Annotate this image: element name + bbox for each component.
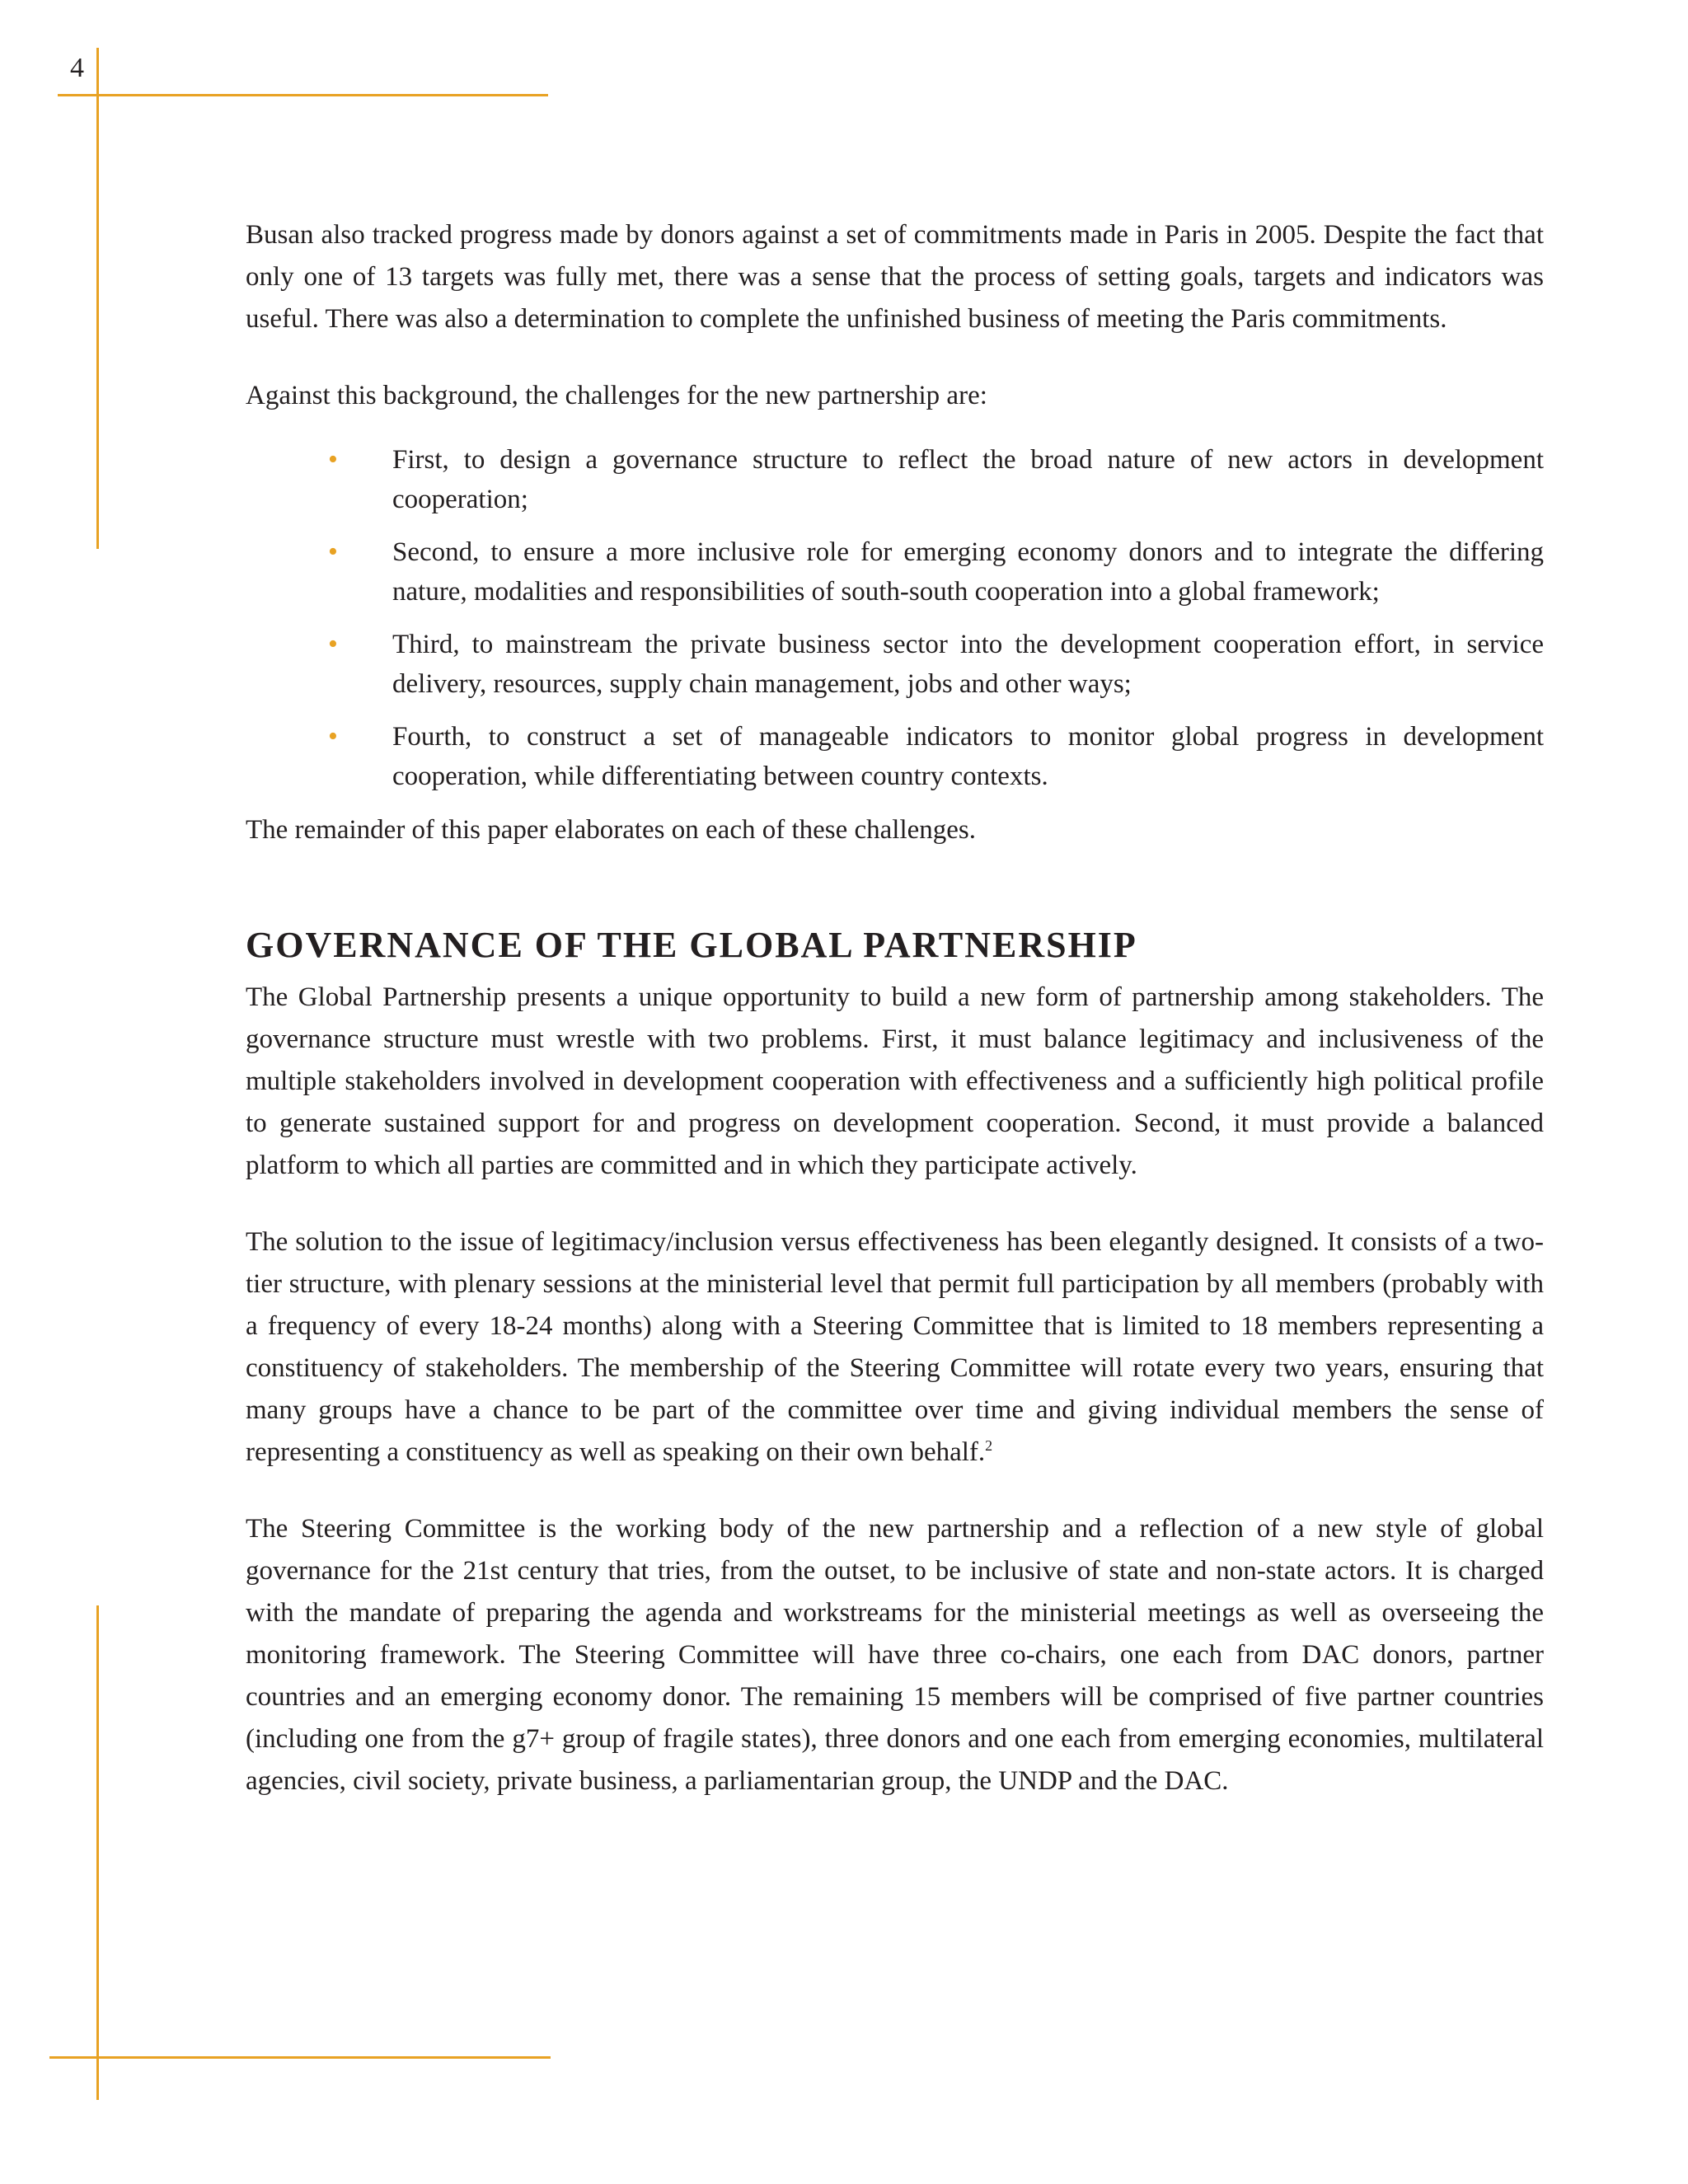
top-horizontal-rule (58, 94, 548, 96)
list-item (246, 532, 1544, 612)
page-number: 4 (70, 53, 84, 83)
list-item (246, 440, 1544, 519)
challenge-text: Third, to mainstream the private business sector into the development cooperation effort, in service delivery, resources, supply chain management, jobs and other ways; (392, 630, 1544, 699)
bullet-icon: • (328, 537, 338, 567)
challenge-text: Second, to ensure a more inclusive role for emerging economy donors and to integrate the differing nature, modalities and responsibilities of south-south cooperation into a global framework; (392, 537, 1544, 607)
paragraph-challenges-intro: Against this background, the challenges for the new partnership are: (246, 381, 987, 410)
section-heading: GOVERNANCE OF THE GLOBAL PARTNERSHIP (246, 925, 1137, 965)
bottom-horizontal-rule (49, 2056, 551, 2059)
bottom-vertical-rule (96, 1605, 99, 2100)
paragraph-two-tier-structure (246, 1221, 1544, 1474)
list-item (246, 717, 1544, 796)
bullet-icon: • (328, 721, 338, 752)
challenge-text: First, to design a governance structure to reflect the broad nature of new actors in development cooperation; (392, 445, 1544, 514)
top-vertical-rule (96, 48, 99, 549)
challenges-list (246, 440, 1544, 796)
paragraph-remainder: The remainder of this paper elaborates on each of these challenges. (246, 815, 977, 845)
paragraph-two-tier-text: The solution to the issue of legitimacy/inclusion versus effectiveness has been elegantly designed. It consists of a two-tier structure, with plenary sessions at the ministerial level that permit full participation by all members (probably with a frequency of every 18-24 months) along with a Steering Committee that is limited to 18 members representing a constituency of stakeholders. The membership of the Steering Committee will rotate every two years, ensuring that many groups have a chance to be part of the committee over time and giving individual members the sense of representing a constituency as well as speaking on their own behalf. (246, 1227, 1544, 1467)
paragraph-global-partnership: The Global Partnership presents a unique opportunity to build a new form of partnership among stakeholders. The governance structure must wrestle with two problems. First, it must balance legitimacy and inclusiveness of the multiple stakeholders involved in development cooperation with effectiveness and a sufficiently high political profile to generate sustained support for and progress on development cooperation. Second, it must provide a balanced platform to which all parties are committed and in which they participate actively. (246, 982, 1544, 1180)
paragraph-steering-committee: The Steering Committee is the working body of the new partnership and a reflection of a new style of global governance for the 21st century that tries, from the outset, to be inclusive of state and non-state actors. It is charged with the mandate of preparing the agenda and workstreams for the ministerial meetings as well as overseeing the monitoring framework. The Steering Committee will have three co-chairs, one each from DAC donors, partner countries and an emerging economy donor. The remaining 15 members will be comprised of five partner countries (including one from the g7+ group of fragile states), three donors and one each from emerging economies, multilateral agencies, civil society, private business, a parliamentarian group, the UNDP and the DAC. (246, 1514, 1544, 1796)
list-item (246, 625, 1544, 704)
challenge-text: Fourth, to construct a set of manageable indicators to monitor global progress in development cooperation, while differentiating between country contexts. (392, 722, 1544, 791)
bullet-icon: • (328, 444, 338, 475)
footnote-marker[interactable]: 2 (985, 1437, 993, 1454)
bullet-icon: • (328, 629, 338, 659)
paragraph-busan-progress: Busan also tracked progress made by donors against a set of commitments made in Paris in 2005. Despite the fact that only one of 13 targets was fully met, there was a sense that the process of setting goals, targets and indicators was useful. There was also a determination to complete the unfinished business of meeting the Paris commitments. (246, 220, 1544, 334)
page-content (246, 214, 1544, 1837)
